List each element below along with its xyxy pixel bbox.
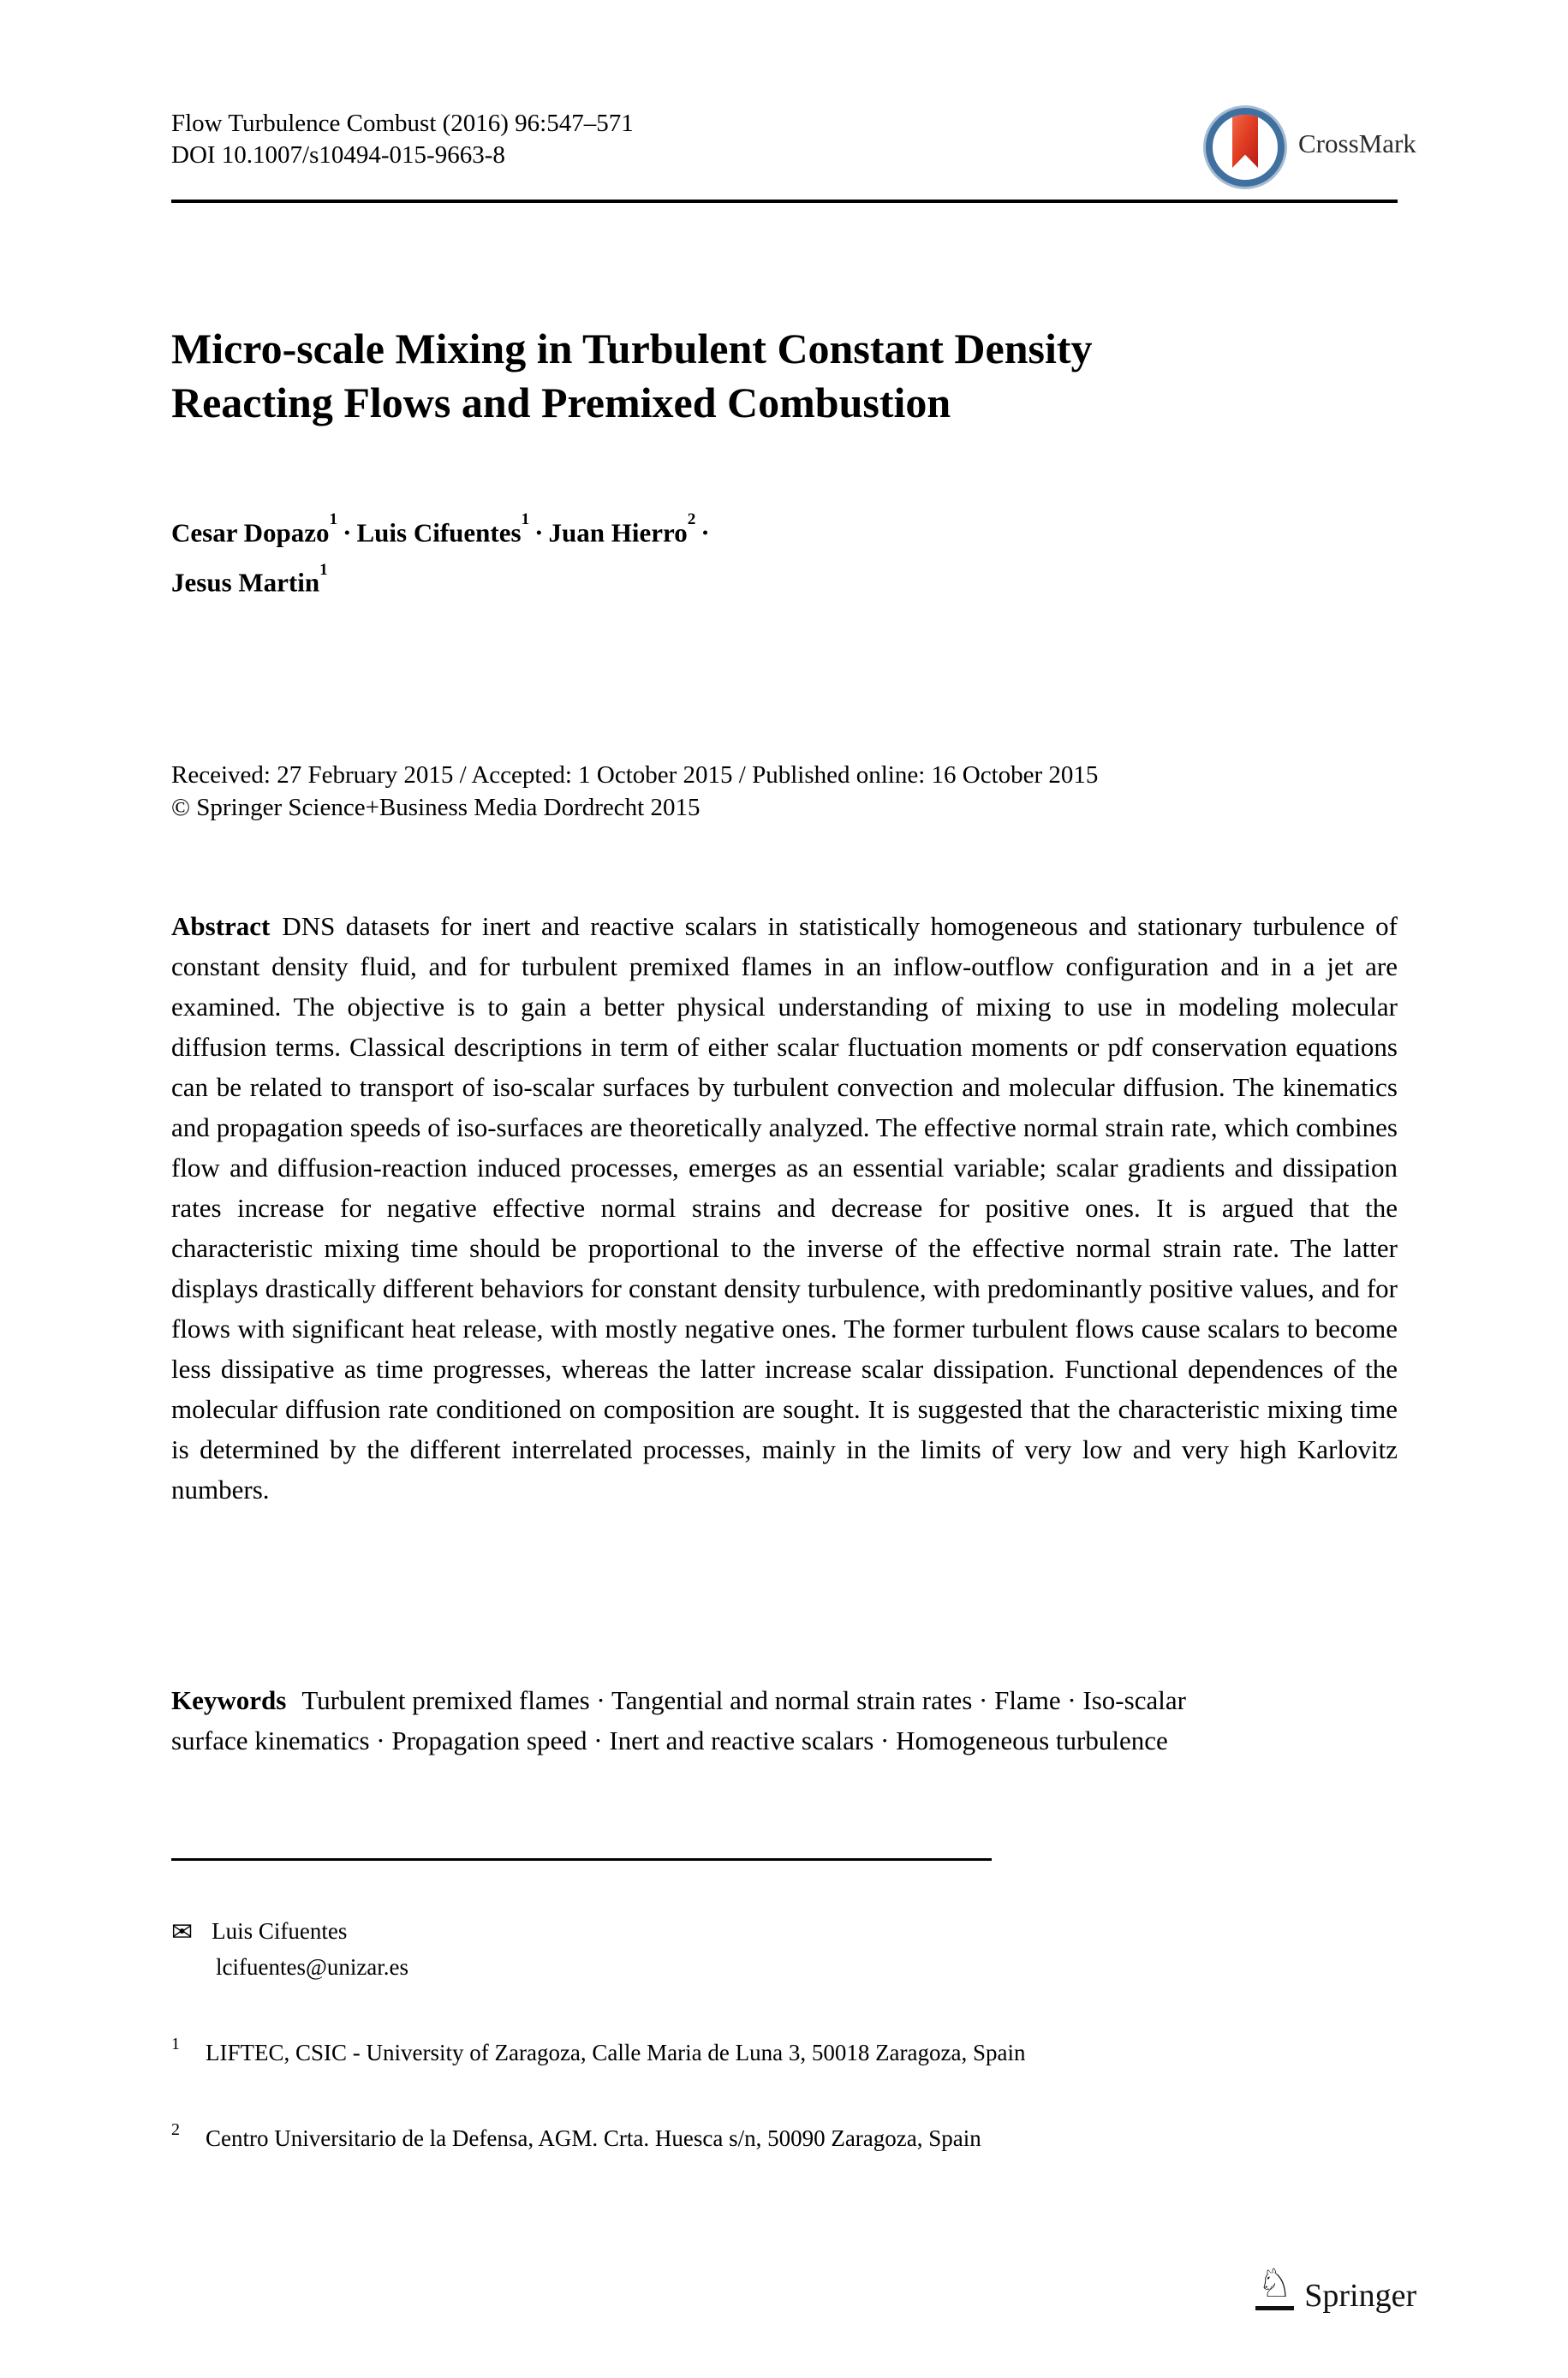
springer-logo-text: Springer [1304,2278,1417,2314]
corresponding-author-name: Luis Cifuentes [212,1918,348,1944]
crossmark-ribbon-icon [1232,113,1258,168]
header-divider [171,200,1398,203]
author-list [171,505,715,605]
crossmark-badge[interactable] [1202,104,1485,194]
author-name: Juan Hierro [548,517,688,548]
corresponding-author-block [171,1916,408,1982]
author-name: Cesar Dopazo [171,517,330,548]
received-accepted-line: Received: 27 February 2015 / Accepted: 1 October 2015 / Published online: 16 October 2015 [171,761,1099,789]
keywords-label: Keywords [171,1685,287,1715]
article-title-line1: Micro-scale Mixing in Turbulent Constant Density [171,325,1093,372]
abstract-label: Abstract [171,911,271,941]
abstract-text: DNS datasets for inert and reactive scalars in statistically homogeneous and stationary turbulence of constant density fluid, and for turbulent premixed flames in an inflow-outflow configuration and in a jet are examined. The objective is to gain a better physical understanding of mixing to use in modeling molecular diffusion terms. Classical descriptions in term of either scalar fluctuation moments or pdf conservation equations can be related to transport of iso-scalar surfaces by turbulent convection and molecular diffusion. The kinematics and propagation speeds of iso-surfaces are theoretically analyzed. The effective normal strain rate, which combines flow and diffusion-reaction induced processes, emerges as an essential variable; scalar gradients and dissipation rates increase for negative effective normal strains and decrease for positive ones. It is argued that the characteristic mixing time should be proportional to the inverse of the effective normal strain rate. The latter displays drastically different behaviors for constant density turbulence, with predominantly positive values, and for flows with significant heat release, with mostly negative ones. The former turbulent flows cause scalars to become less dissipative as time progresses, whereas the latter increase scalar dissipation. Functional dependences of the molecular diffusion rate conditioned on composition are sought. It is suggested that the characteristic mixing time is determined by the different interrelated processes, mainly in the limits of very low and very high Karlovitz numbers. [171,911,1398,1505]
author-line-2 [171,555,715,605]
envelope-icon: ✉ [171,1918,194,1946]
footnote-divider [171,1858,992,1861]
author-separator: · [534,517,544,548]
journal-reference: Flow Turbulence Combust (2016) 96:547–571 [171,110,634,137]
affiliation-2 [171,2120,981,2152]
author-separator: · [701,517,710,548]
author-affiliation-sup: 2 [687,510,696,529]
doi: DOI 10.1007/s10494-015-9663-8 [171,141,505,169]
crossmark-label: CrossMark [1298,128,1416,158]
journal-header [171,108,634,171]
author-affiliation-sup: 1 [319,560,328,579]
affiliation-text: LIFTEC, CSIC - University of Zaragoza, Calle Maria de Luna 3, 50018 Zaragoza, Spain [206,2040,1026,2065]
article-title [171,322,1422,430]
affiliation-text: Centro Universitario de la Defensa, AGM. Crta. Huesca s/n, 50090 Zaragoza, Spain [206,2125,981,2151]
affiliation-1 [171,2035,1026,2066]
abstract-section [171,906,1398,1510]
author-separator: · [343,517,352,548]
chess-knight-icon: ♘ [1255,2264,1294,2310]
corresponding-author-email: lcifuentes@unizar.es [216,1954,409,1980]
copyright-line: © Springer Science+Business Media Dordrecht 2015 [171,794,701,821]
author-affiliation-sup: 1 [521,510,530,529]
author-affiliation-sup: 1 [329,510,338,529]
author-line-1 [171,505,715,555]
springer-logo [1255,2262,1417,2314]
article-title-line2: Reacting Flows and Premixed Combustion [171,378,951,426]
keywords-section [171,1680,1259,1761]
affiliation-number: 2 [171,2120,180,2139]
publication-history [171,759,1098,824]
keywords-text: Turbulent premixed flames · Tangential and normal strain rates · Flame · Iso-scalar surface kinematics · Propagation speed · Inert and reactive scalars · Homogeneous turbulence [171,1685,1186,1755]
affiliation-number: 1 [171,2035,180,2053]
author-name: Luis Cifuentes [356,517,522,548]
crossmark-icon [1206,108,1285,187]
author-name: Jesus Martin [171,567,320,598]
